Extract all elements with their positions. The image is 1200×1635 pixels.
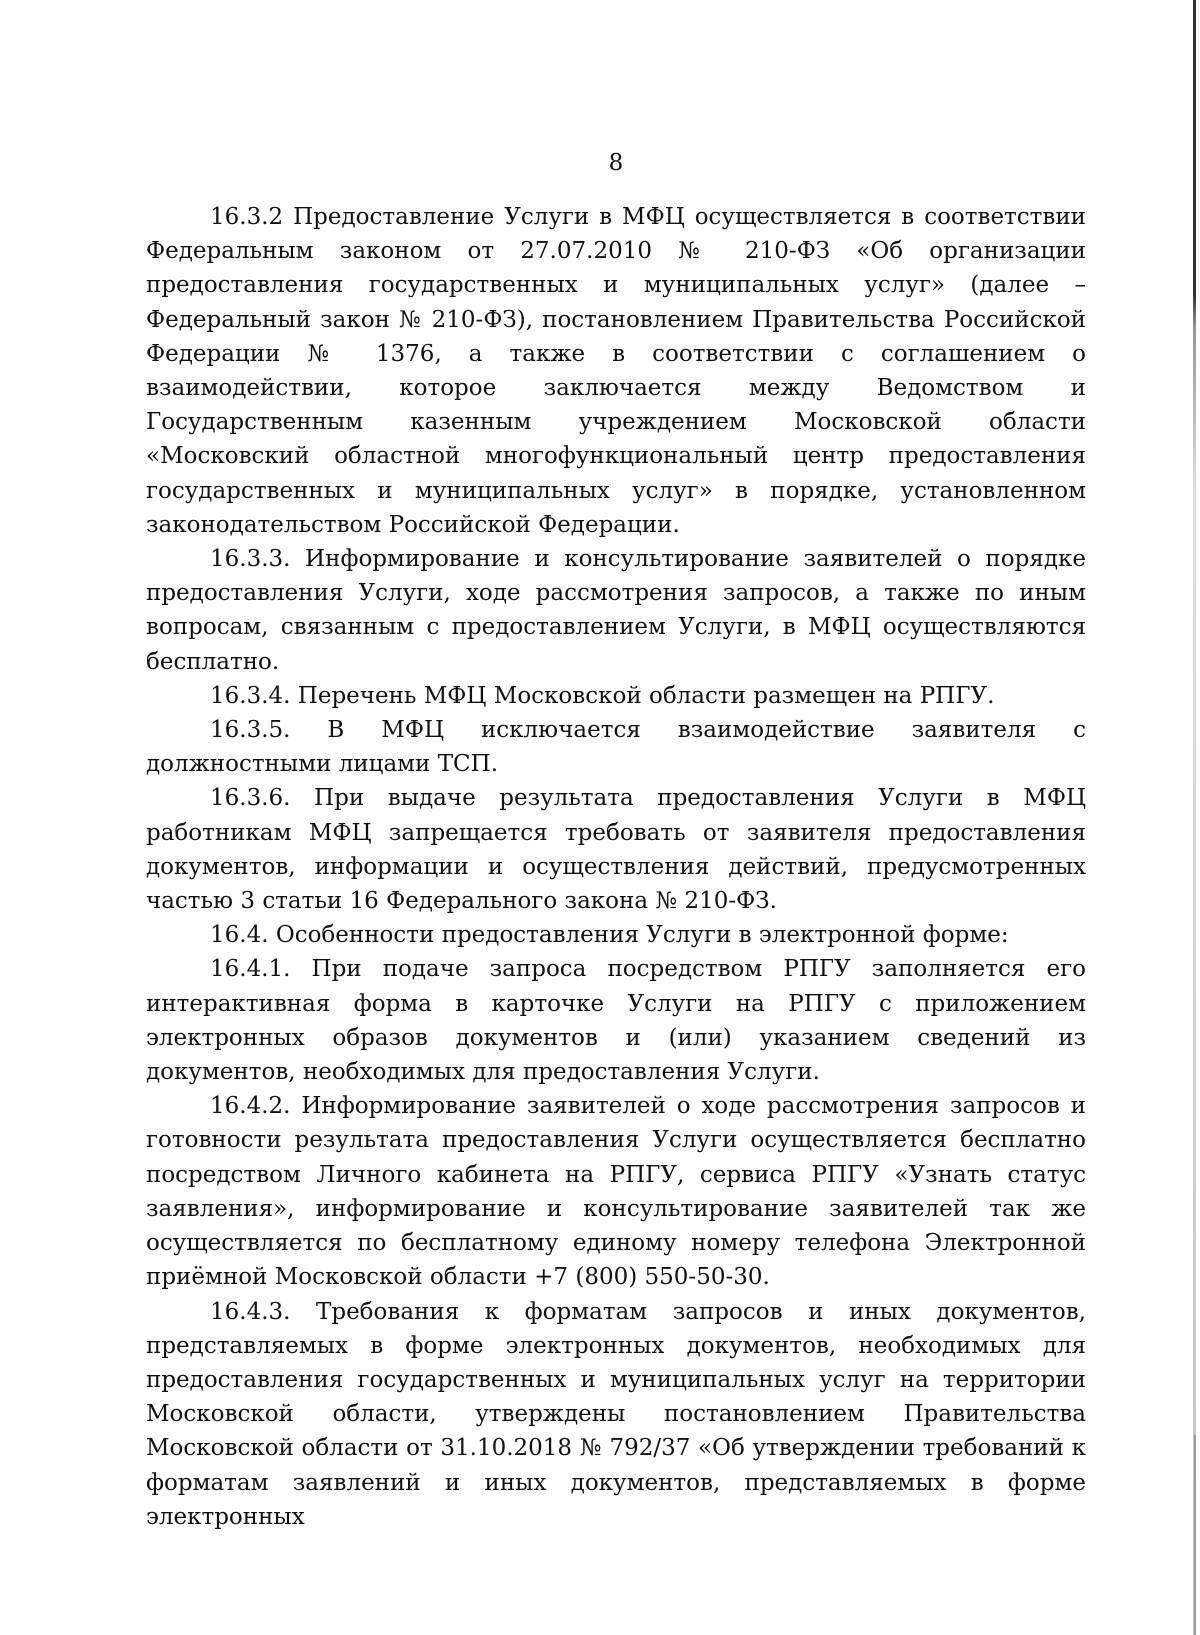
scan-edge-line (1194, 1435, 1196, 1635)
paragraph-16-3-4: 16.3.4. Перечень МФЦ Московской области размещен на РПГУ. (210, 682, 995, 709)
paragraph-16-3-3: 16.3.3. Информирование и консультирование заявителей о порядке предоставления Услуги, ходе рассмотрения запросов, а также по иным вопросам, связанным с предоставлением Услуги, в МФЦ осуществляются бесплатно. (146, 546, 1086, 675)
paragraph-16-4-3: 16.4.3. Требования к форматам запросов и иных документов, представляемых в форме электронных документов, необходимых для предоставления государственных и муниципальных услуг на территории Московской области, утверждены постановлением Правительства Московской области от 31.10.2018 № 792/37 «Об утверждении требований к форматам заявлений и иных документов, представляемых в форме электронных (146, 1298, 1086, 1530)
paragraph-16-3-6: 16.3.6. При выдаче результата предоставления Услуги в МФЦ работникам МФЦ запрещается требовать от заявителя предоставления документов, информации и осуществления действий, предусмотренных частью 3 статьи 16 Федерального закона № 210-ФЗ. (146, 785, 1086, 915)
paragraph-16-4: 16.4. Особенности предоставления Услуги в электронной форме: (210, 922, 1009, 949)
paragraph-16-4-2: 16.4.2. Информирование заявителей о ходе рассмотрения запросов и готовности результата предоставления Услуги осуществляется бесплатно посредством Личного кабинета на РПГУ, сервиса РПГУ «Узнать статус заявления», информирование и консультирование заявителей так же осуществляется по бесплатному единому номеру телефона Электронной приёмной Московской области +7 (800) 550-50-30. (146, 1093, 1086, 1291)
paragraph-16-4-1: 16.4.1. При подаче запроса посредством РПГУ заполняется его интерактивная форма в карточке Услуги на РПГУ с приложением электронных образов документов и (или) указанием сведений из документов, необходимых для предоставления Услуги. (146, 956, 1086, 1086)
paragraph-16-3-5: 16.3.5. В МФЦ исключается взаимодействие заявителя с должностными лицами ТСП. (146, 717, 1086, 778)
paragraph-16-3-2: 16.3.2 Предоставление Услуги в МФЦ осуществляется в соответствии Федеральным законом от 27.07.2010 № 210-ФЗ «Об организации предоставления государственных и муниципальных услуг» (далее – Федеральный закон № 210-ФЗ), постановлением Правительства Российской Федерации № 1376, а также в соответствии с соглашением о взаимодействии, которое заключается между Ведомством и Государственным казенным учреждением Московской области «Московский областной многофункциональный центр предоставления государственных и муниципальных услуг» в порядке, установленном законодательством Российской Федерации. (146, 204, 1086, 538)
page-number: 8 (608, 150, 624, 176)
document-page (146, 148, 1086, 1534)
scan-edge-shadow (1193, 0, 1196, 1635)
